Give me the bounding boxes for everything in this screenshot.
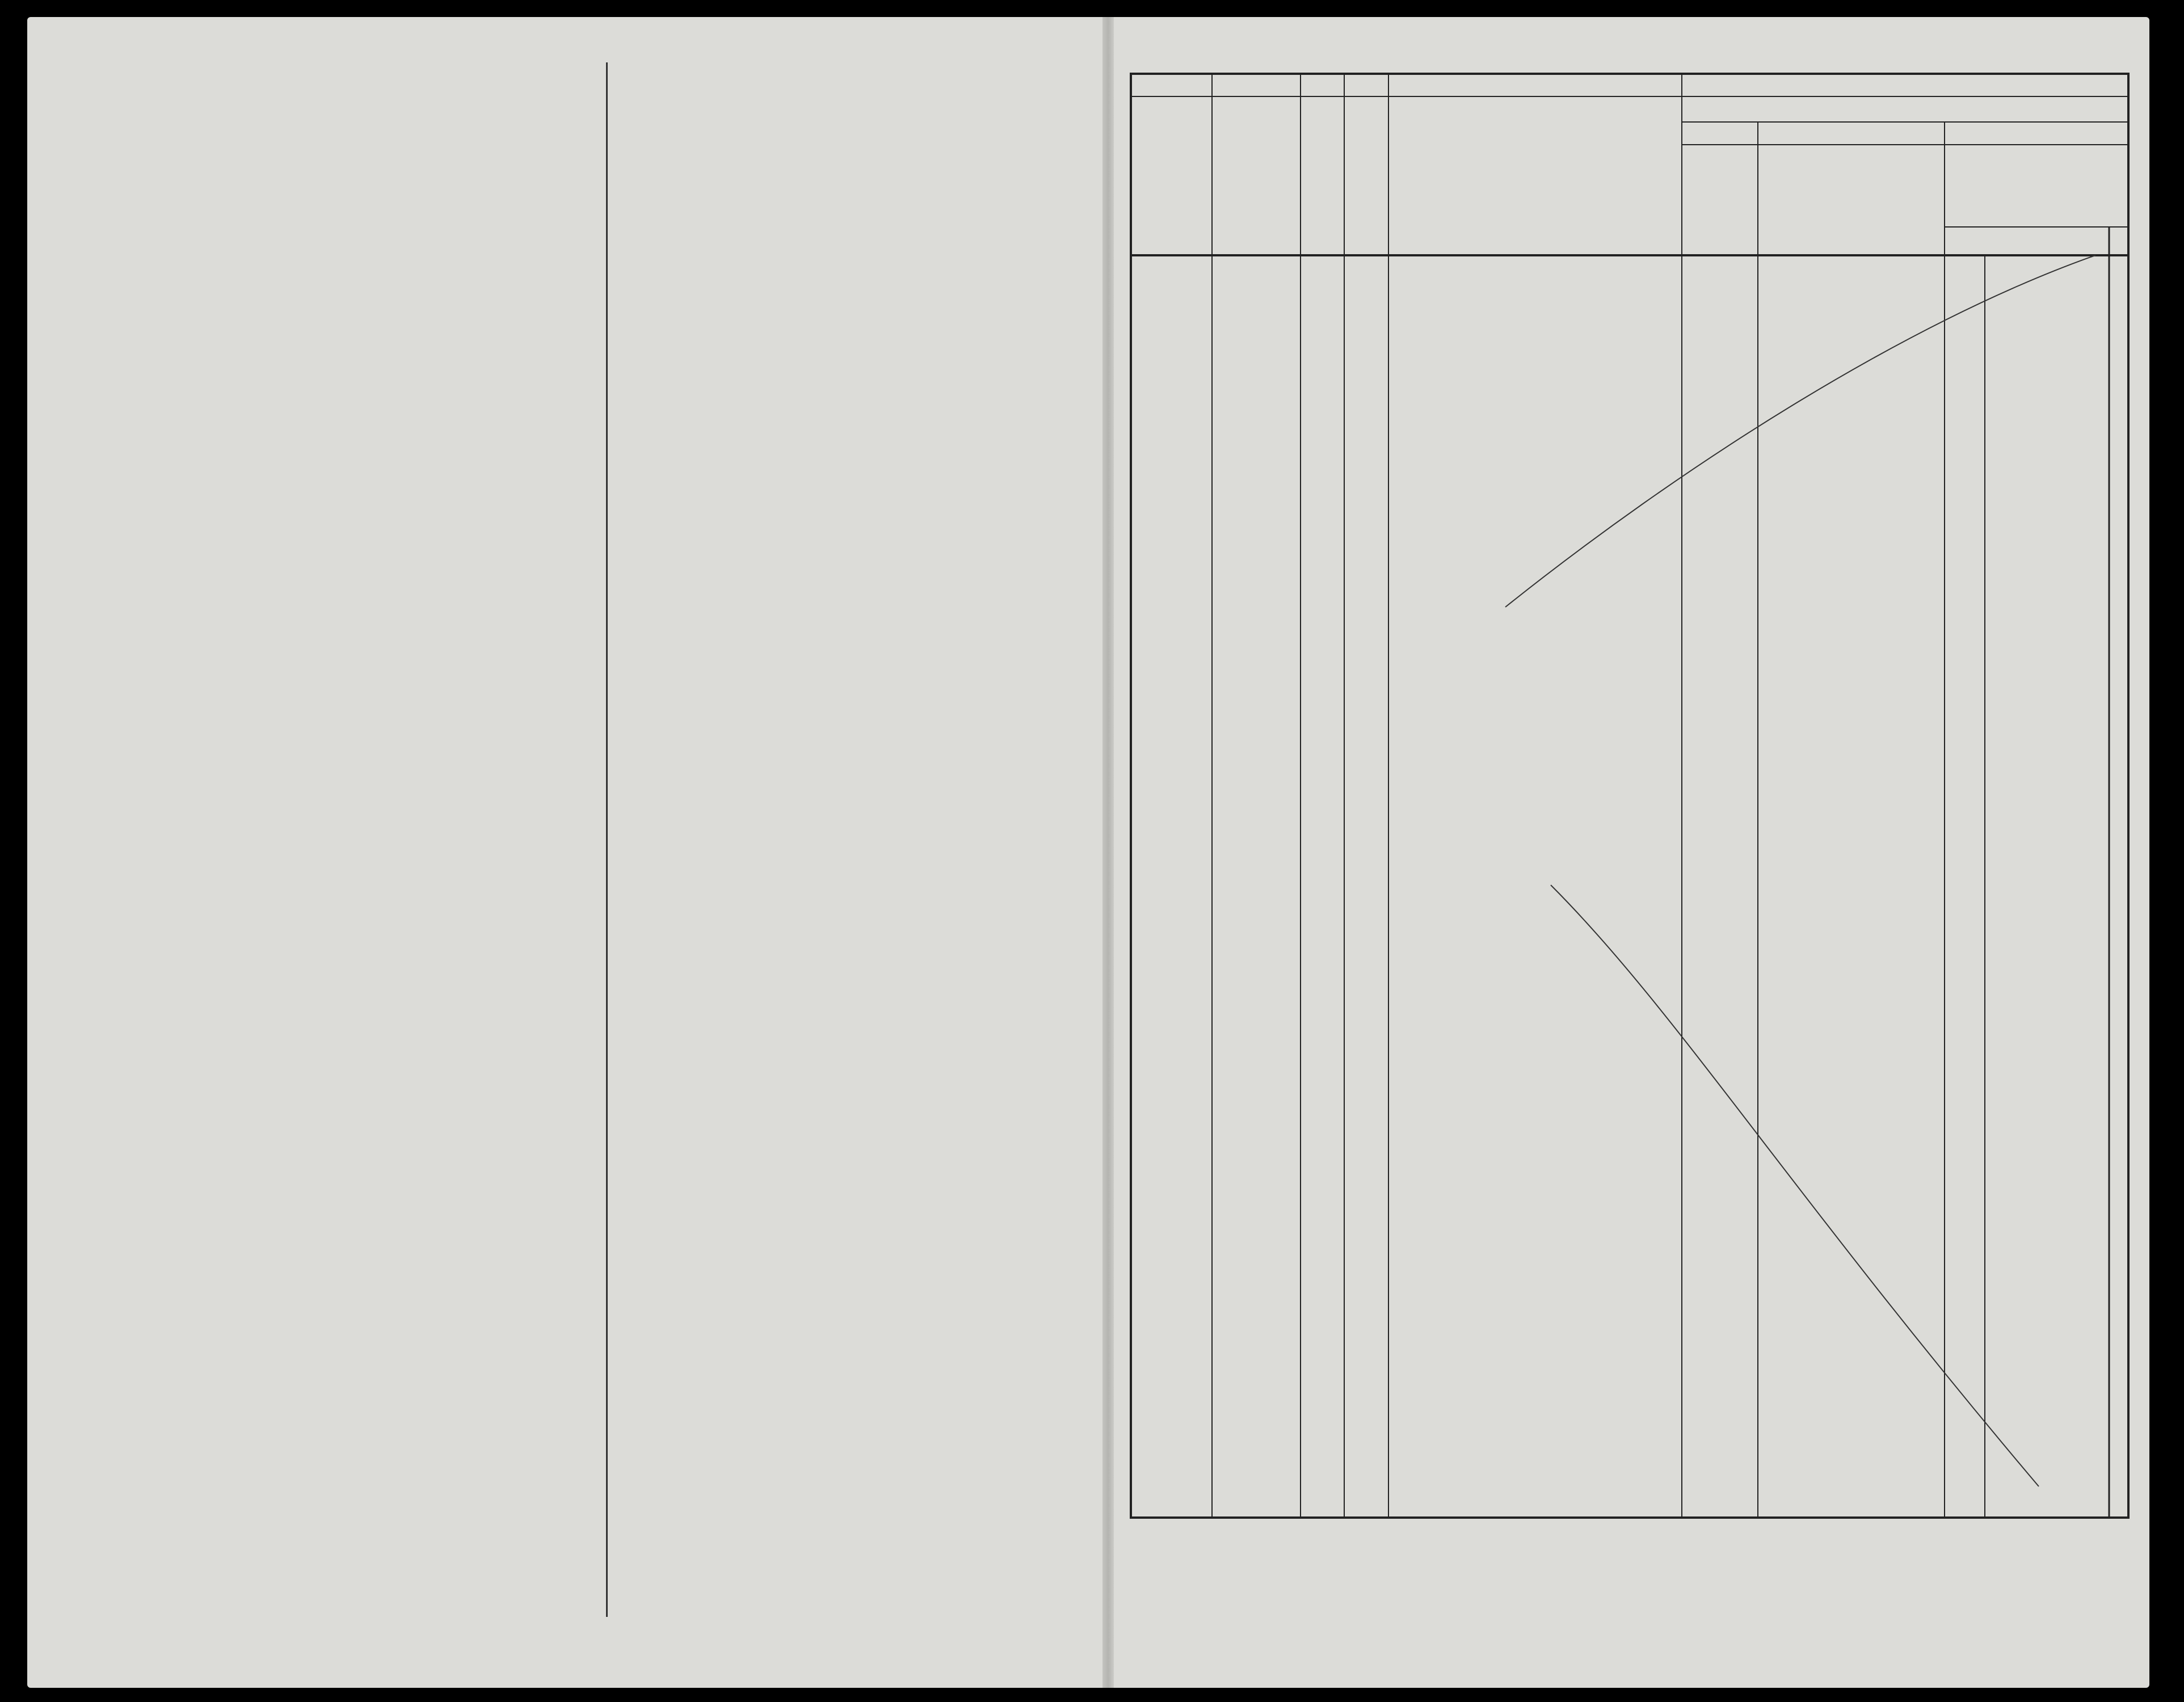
instructions-column-1 <box>84 62 595 1617</box>
census-table <box>1108 17 2149 1688</box>
header-grid <box>1131 96 2128 1518</box>
table-frame <box>1131 74 2128 1518</box>
instructions-page <box>27 17 1108 1688</box>
instructions-column-2 <box>617 62 1083 1617</box>
pencil-stroke-upper <box>1505 255 2095 607</box>
column-lines <box>1212 74 1985 1518</box>
column-divider <box>606 62 608 1617</box>
pencil-stroke-lower <box>1551 885 2039 1486</box>
census-sheet <box>27 17 2149 1688</box>
census-table-page <box>1108 17 2149 1688</box>
